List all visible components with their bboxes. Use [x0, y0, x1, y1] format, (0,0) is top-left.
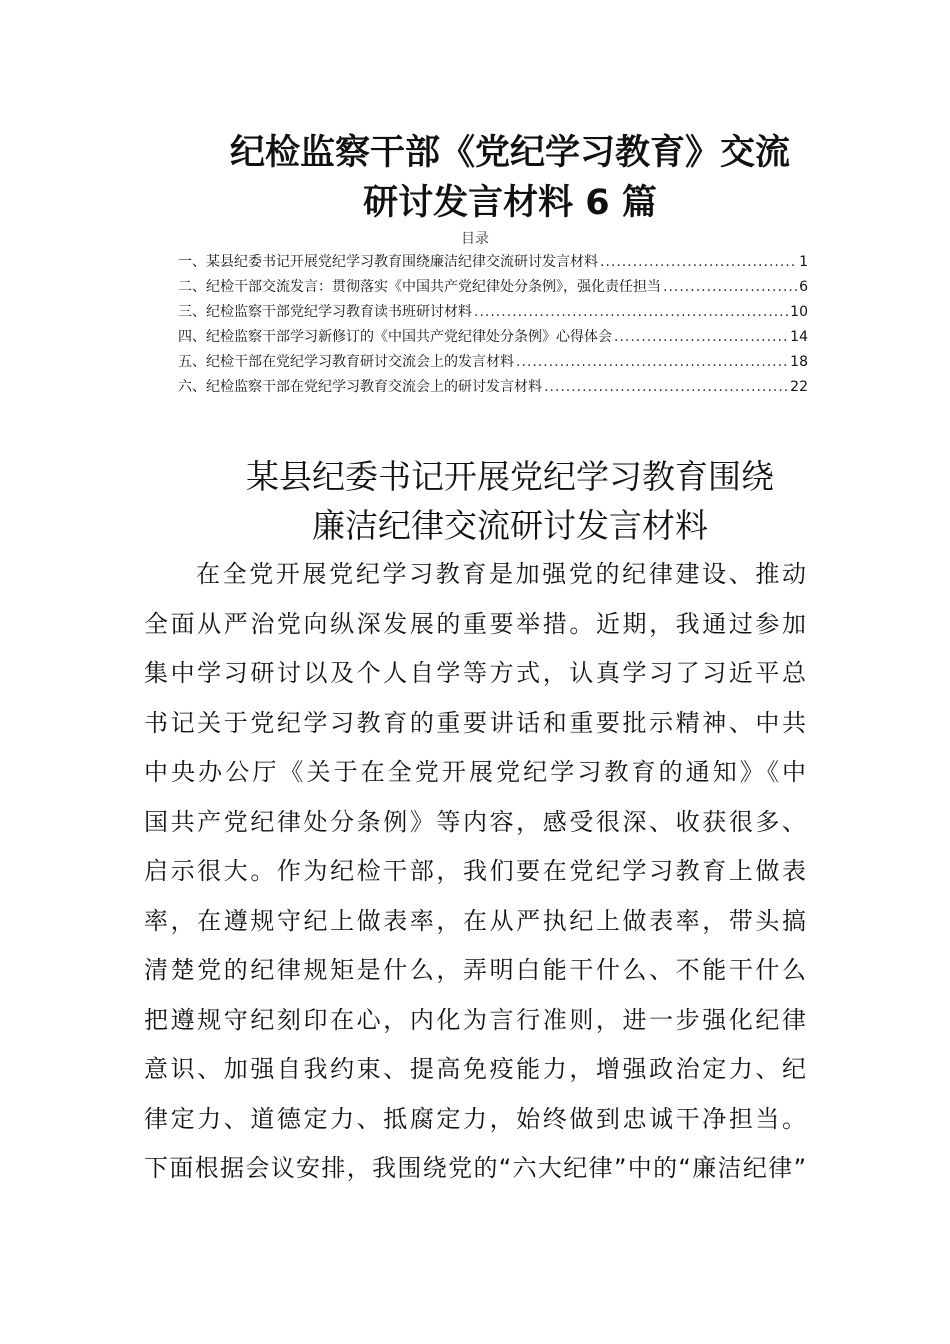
toc-leader-dots [600, 250, 797, 275]
toc-entry-label: 六、纪检监察干部在党纪学习教育交流会上的研讨发言材料 [178, 379, 542, 395]
document-title-line-2: 研讨发言材料 6 篇 [363, 183, 657, 223]
toc-entry[interactable] [178, 375, 808, 400]
toc-entry[interactable] [178, 325, 808, 350]
toc-leader-dots [544, 375, 788, 400]
toc-leader-dots [663, 275, 797, 300]
paragraph-line: 下面根据会议安排，我围绕党的“六大纪律”中的“廉洁纪律” [144, 1154, 806, 1182]
toc-entry-page: 18 [790, 354, 808, 370]
toc-entry-label: 二、纪检干部交流发言：贯彻落实《中国共产党纪律处分条例》，强化责任担当 [178, 279, 661, 295]
toc-entry-label: 四、纪检监察干部学习新修订的《中国共产党纪律处分条例》心得体会 [178, 329, 612, 345]
section-title-line-2: 廉洁纪律交流研讨发言材料 [312, 506, 708, 545]
toc-entry-page: 22 [790, 379, 808, 395]
toc-entry[interactable] [178, 275, 808, 300]
section-title [200, 452, 820, 550]
section-title-line-1: 某县纪委书记开展党纪学习教育围绕 [246, 457, 774, 496]
paragraph-line: 律定力、道德定力、抵腐定力，始终做到忠诚干净担当。 [144, 1104, 806, 1133]
toc-entry-page: 10 [790, 304, 808, 320]
toc-leader-dots [516, 350, 788, 375]
paragraph-line: 国共产党纪律处分条例》等内容，感受很深、收获很多、 [144, 807, 806, 836]
paragraph-line: 在全党开展党纪学习教育是加强党的纪律建设、推动 [196, 560, 806, 588]
toc-entry-page: 1 [799, 254, 808, 270]
toc-heading: 目录 [461, 231, 489, 247]
toc-entry-label: 一、某县纪委书记开展党纪学习教育围绕廉洁纪律交流研讨发言材料 [178, 254, 598, 270]
body-paragraph [144, 550, 806, 1194]
paragraph-line: 集中学习研讨以及个人自学等方式，认真学习了习近平总 [144, 659, 806, 687]
paragraph-line: 率，在遵规守纪上做表率，在从严执纪上做表率，带头搞 [144, 906, 806, 935]
paragraph-line: 启示很大。作为纪检干部，我们要在党纪学习教育上做表 [144, 857, 806, 885]
toc-entry-label: 三、纪检监察干部党纪学习教育读书班研讨材料 [178, 304, 472, 320]
paragraph-line: 书记关于党纪学习教育的重要讲话和重要批示精神、中共 [144, 708, 806, 737]
toc-entry[interactable] [178, 250, 808, 275]
table-of-contents [178, 250, 808, 400]
toc-entry-page: 6 [799, 279, 808, 295]
paragraph-line: 把遵规守纪刻印在心，内化为言行准则，进一步强化纪律 [144, 1005, 806, 1034]
document-title [180, 128, 840, 228]
toc-entry-label: 五、纪检干部在党纪学习教育研讨交流会上的发言材料 [178, 354, 514, 370]
toc-entry[interactable] [178, 350, 808, 375]
toc-leader-dots [614, 325, 788, 350]
toc-entry[interactable] [178, 300, 808, 325]
paragraph-line: 中央办公厅《关于在全党开展党纪学习教育的通知》《中 [144, 758, 806, 786]
paragraph-line: 全面从严治党向纵深发展的重要举措。近期，我通过参加 [144, 609, 806, 638]
document-title-line-1: 纪检监察干部《党纪学习教育》交流 [229, 133, 790, 173]
paragraph-line: 意识、加强自我约束、提高免疫能力，增强政治定力、纪 [144, 1055, 806, 1083]
paragraph-line: 清楚党的纪律规矩是什么，弄明白能干什么、不能干什么 [144, 956, 806, 984]
toc-leader-dots [474, 300, 788, 325]
toc-entry-page: 14 [790, 329, 808, 345]
